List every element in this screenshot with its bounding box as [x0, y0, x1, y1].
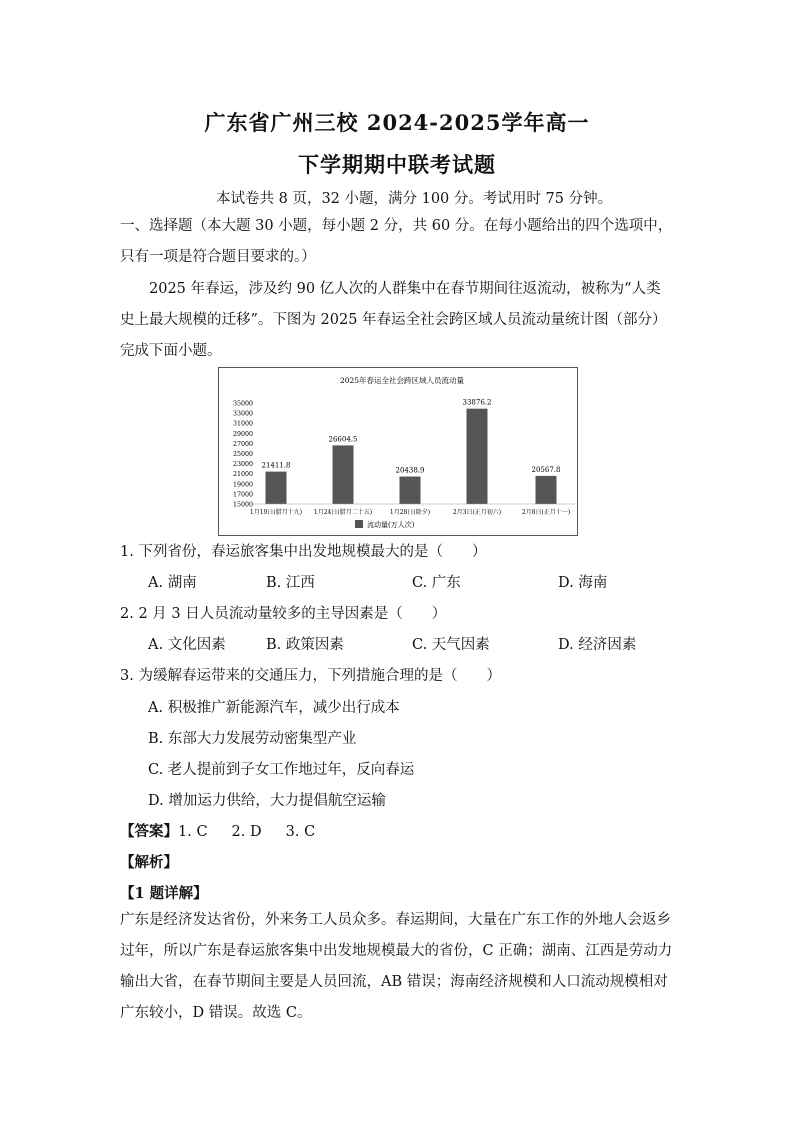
bar-data-label: 20438.9 — [395, 466, 425, 475]
x-tick-label: 1月19日(腊月十九) — [249, 509, 303, 516]
y-tick-label: 23000 — [232, 461, 254, 469]
x-tick-label: 1月28日(除夕) — [389, 509, 431, 516]
chart-title: 2025年春运全社会跨区域人员流动量 — [339, 376, 465, 385]
exam-title-line2: 下学期期中联考试题 — [298, 152, 496, 177]
question-2-option-d: D. 经济因素 — [558, 637, 637, 653]
bar — [266, 472, 287, 504]
y-tick-label: 33000 — [232, 410, 254, 418]
answer-1: 1. C — [178, 824, 208, 840]
question-1-option-b: B. 江西 — [266, 575, 315, 591]
y-tick-label: 25000 — [232, 451, 254, 458]
y-tick-label: 15000 — [232, 501, 254, 509]
y-tick-label: 27000 — [232, 440, 254, 448]
exam-title-line1: 广东省广州三校 2024-2025学年高一 — [204, 110, 590, 135]
bar — [536, 476, 557, 504]
answer-label: 【答案】 — [120, 823, 178, 840]
bar-data-label: 26604.5 — [328, 435, 358, 444]
bar-chart — [219, 368, 577, 535]
y-tick-label: 17000 — [232, 491, 254, 499]
question-passage: 2025 年春运，涉及约 90 亿人次的人群集中在春节期间往返流动，被称为“人类史上最大规模的迁移”。下图为 2025 年春运全社会跨区域人员流动量统计图（部分）完成下面小题。 — [120, 281, 667, 359]
question-3-option-d: D. 增加运力供给，大力提倡航空运输 — [148, 793, 386, 809]
analysis-label: 【解析】 — [120, 854, 178, 871]
bar-data-label: 21411.8 — [261, 461, 291, 470]
bars — [266, 409, 557, 504]
question-2-option-c: C. 天气因素 — [412, 637, 490, 653]
y-tick-label: 29000 — [232, 430, 254, 438]
legend-label: 流动量(万人次) — [367, 521, 415, 529]
y-tick-label: 21000 — [232, 471, 254, 479]
bar-data-label: 20567.8 — [531, 465, 561, 474]
y-tick-label: 19000 — [232, 481, 254, 489]
question-3-option-c: C. 老人提前到子女工作地过年，反向春运 — [148, 762, 415, 778]
bar-data-labels — [262, 399, 561, 475]
question-1-option-c: C. 广东 — [412, 575, 461, 591]
bar — [333, 445, 354, 504]
x-tick-label: 1月24日(腊月二十五) — [313, 509, 373, 516]
answer-2: 2. D — [231, 824, 262, 840]
question-3-stem: 3. 为缓解春运带来的交通压力，下列措施合理的是（ ） — [120, 668, 501, 684]
question-2-option-b: B. 政策因素 — [266, 637, 344, 653]
question-1-option-a: A. 湖南 — [148, 575, 197, 591]
question-1-stem: 1. 下列省份，春运旅客集中出发地规模最大的是（ ） — [120, 544, 487, 560]
y-tick-label: 35000 — [232, 400, 254, 408]
question-3-option-a: A. 积极推广新能源汽车，减少出行成本 — [148, 700, 400, 716]
analysis-sub-label: 【1 题详解】 — [120, 885, 208, 902]
x-axis-labels — [250, 508, 570, 516]
bar — [400, 477, 421, 504]
answer-3: 3. C — [285, 824, 316, 840]
analysis-text: 广东是经济发达省份，外来务工人员众多。春运期间，大量在广东工作的外地人会返乡过年，所以广东是春运旅客集中出发地规模最大的省份，C 正确；湖南、江西是劳动力输出大省，在春节期间主要是人员回流，AB 错误；海南经济规模和人口流动规模相对广东较小，D 错误。故选 C。 — [120, 912, 673, 1021]
answer-line — [120, 820, 315, 841]
section-heading: 一、选择题（本大题 30 小题，每小题 2 分，共 60 分。在每小题给出的四个选项中，只有一项是符合题目要求的。） — [120, 218, 673, 265]
question-2-option-a: A. 文化因素 — [148, 637, 226, 653]
question-3-option-b: B. 东部大力发展劳动密集型产业 — [148, 731, 357, 747]
bar-data-label: 33876.2 — [462, 398, 492, 407]
y-tick-label: 31000 — [232, 420, 254, 428]
exam-info: 本试卷共 8 页，32 小题，满分 100 分。考试用时 75 分钟。 — [216, 191, 613, 207]
bar — [467, 409, 488, 504]
chart-container — [218, 367, 578, 536]
question-2-stem: 2. 2 月 3 日人员流动量较多的主导因素是（ ） — [120, 606, 447, 622]
question-1-option-d: D. 海南 — [558, 575, 608, 591]
y-axis-ticks — [233, 401, 253, 509]
x-tick-label: 2月3日(正月初六) — [452, 509, 502, 516]
x-tick-label: 2月8日(正月十一) — [521, 509, 571, 516]
legend-swatch — [355, 520, 363, 528]
